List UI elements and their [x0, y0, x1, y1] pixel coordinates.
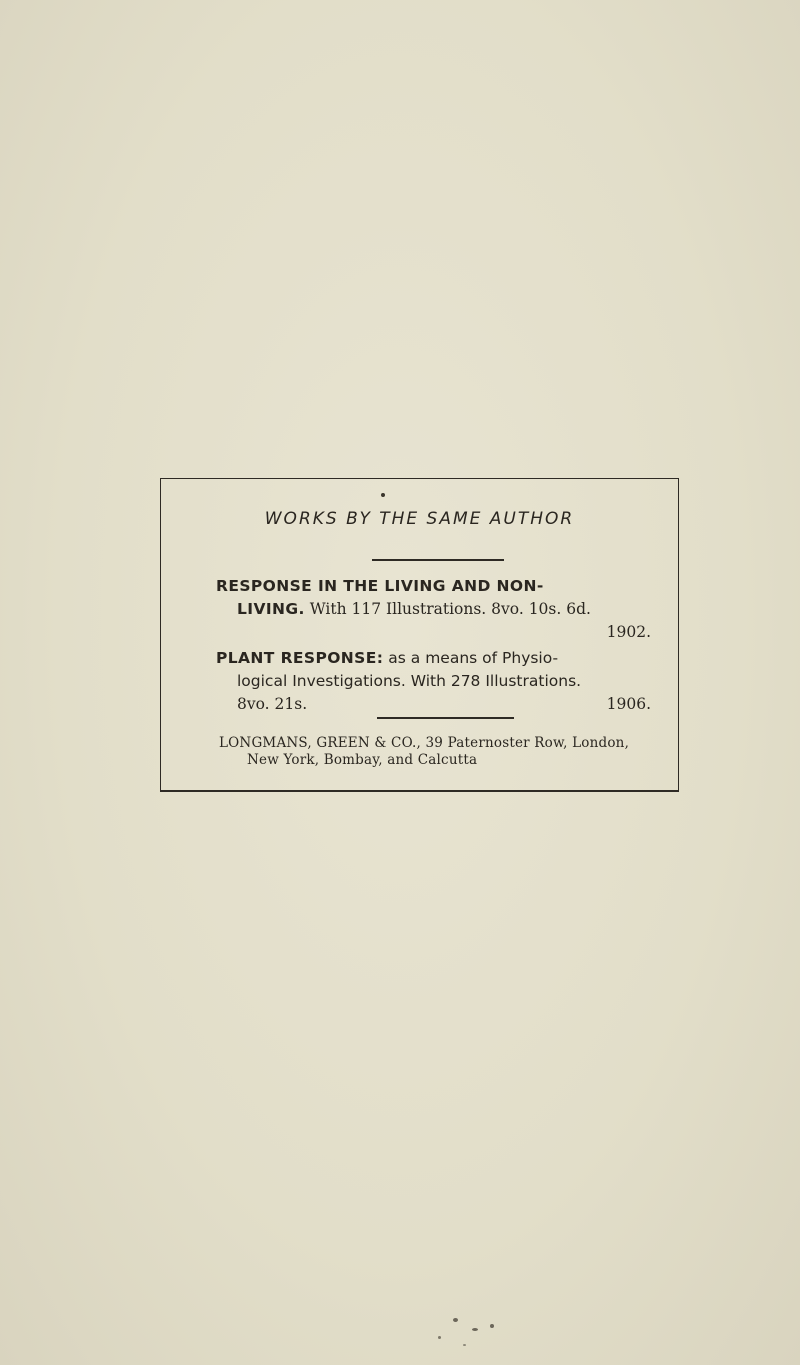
- publisher-cities: New York, Bombay, and Calcutta: [247, 752, 478, 768]
- book-title: PLANT RESPONSE:: [216, 649, 384, 667]
- paper-speck: [438, 1336, 441, 1339]
- divider-rule: [372, 559, 504, 561]
- works-heading: WORKS BY THE SAME AUTHOR: [264, 509, 575, 529]
- book-subtitle-continued: logical Investigations. With 278 Illustrations.: [237, 672, 582, 690]
- publication-year: 1906.: [606, 695, 651, 713]
- paper-speck: [463, 1344, 466, 1346]
- paper-speck: [472, 1328, 478, 1331]
- book-price: 8vo. 21s.: [237, 695, 308, 713]
- book-entry-plant-response: [216, 647, 663, 716]
- publisher-imprint: [219, 735, 669, 769]
- book-title: RESPONSE IN THE LIVING AND NON-: [216, 577, 544, 595]
- paper-speck: [490, 1324, 494, 1328]
- paper-speck: [381, 493, 385, 497]
- publisher-line: LONGMANS, GREEN & CO., 39 Paternoster Row, London,: [219, 735, 630, 751]
- paper-speck: [453, 1318, 458, 1322]
- advertisement-box: [160, 478, 679, 792]
- divider-rule: [377, 717, 514, 719]
- book-title-continued: LIVING.: [237, 600, 305, 618]
- book-details: With 117 Illustrations. 8vo. 10s. 6d.: [309, 600, 591, 618]
- publication-year: 1902.: [606, 623, 651, 641]
- book-entry-response: [216, 575, 663, 644]
- book-subtitle: as a means of Physio-: [388, 649, 559, 667]
